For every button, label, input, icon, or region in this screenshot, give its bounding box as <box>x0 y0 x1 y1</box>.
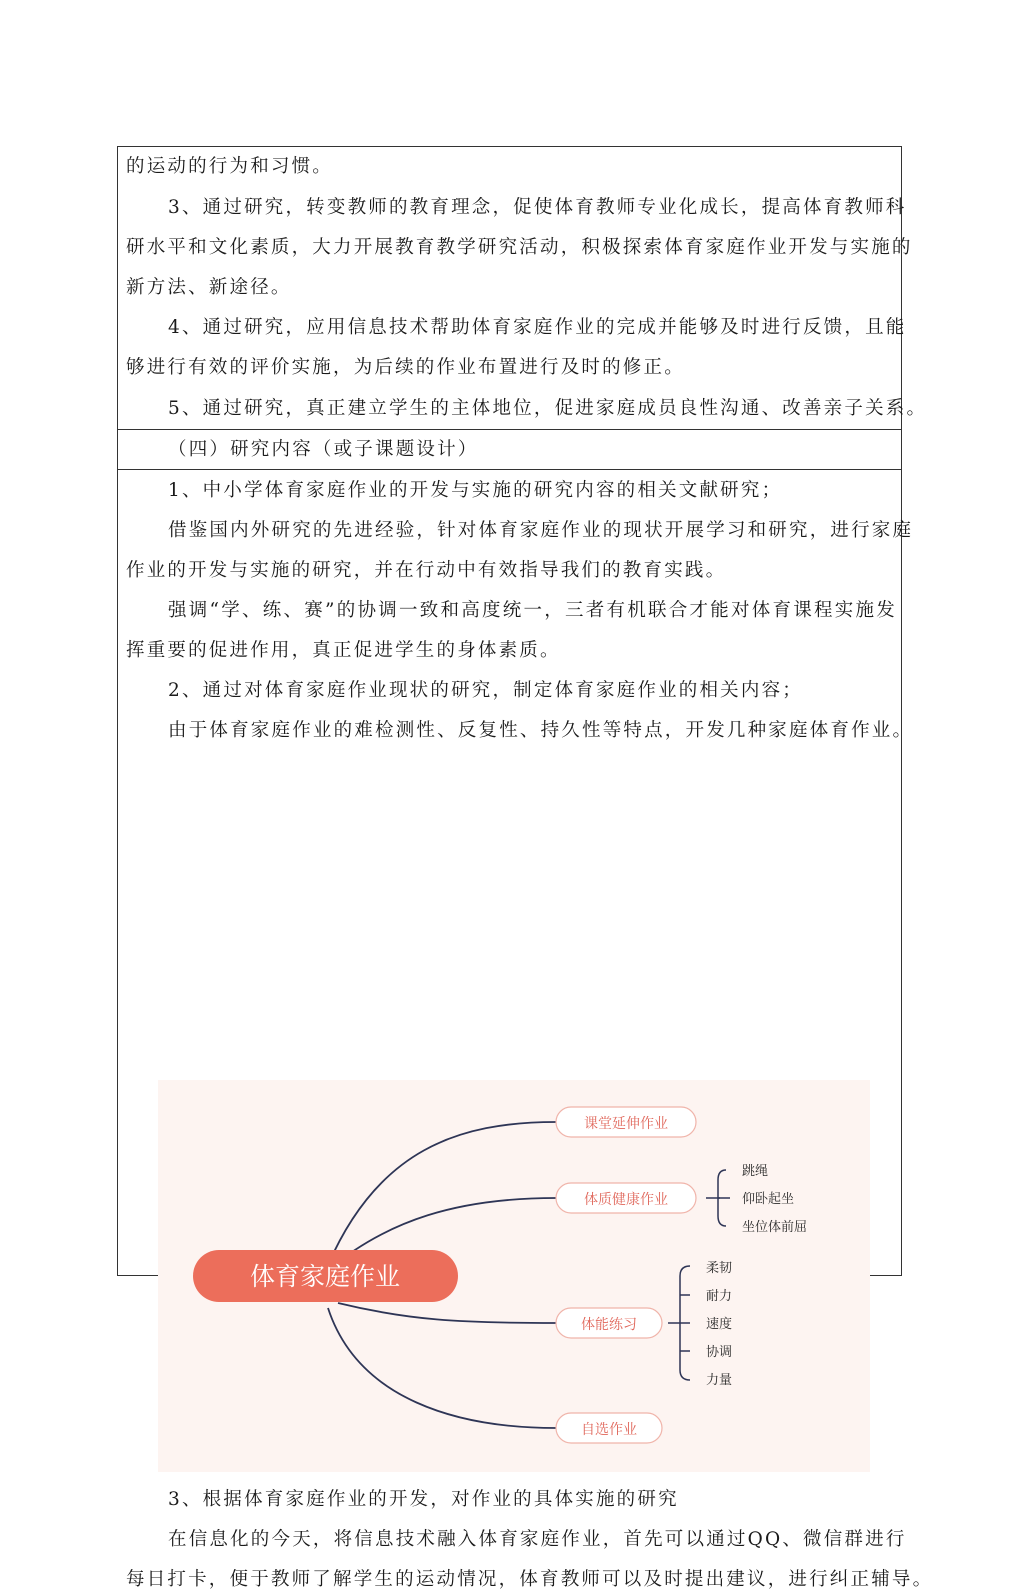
branch-label: 体质健康作业 <box>584 1192 668 1208</box>
content-line: 1、中小学体育家庭作业的开发与实施的研究内容的相关文献研究； <box>168 480 783 501</box>
leaf-label: 力量 <box>706 1373 733 1388</box>
branch-label: 体能练习 <box>581 1317 637 1333</box>
content-line: 借鉴国内外研究的先进经验，针对体育家庭作业的现状开展学习和研究，进行家庭 <box>168 520 914 541</box>
mindmap-branch-4 <box>556 1413 662 1443</box>
objective-3-line: 研水平和文化素质，大力开展教育教学研究活动，积极探索体育家庭作业开发与实施的 <box>126 237 913 258</box>
leaf-label: 协调 <box>706 1345 733 1360</box>
mindmap-center-label: 体育家庭作业 <box>249 1262 401 1291</box>
section-heading-cell <box>118 430 901 470</box>
leaf-label: 柔韧 <box>706 1261 733 1276</box>
objectives-cell <box>118 147 928 430</box>
objective-4-line: 够进行有效的评价实施，为后续的作业布置进行及时的修正。 <box>126 357 685 378</box>
research-content-cell <box>118 470 934 1590</box>
branch-3-leaves <box>706 1260 732 1388</box>
objective-line: 的运动的行为和习惯。 <box>126 156 334 177</box>
mindmap-branch-3 <box>556 1308 662 1338</box>
leaf-label: 仰卧起坐 <box>742 1192 795 1207</box>
content-line: 强调“学、练、赛”的协调一致和高度统一，三者有机联合才能对体育课程实施发 <box>168 600 897 621</box>
content-line: 作业的开发与实施的研究，并在行动中有效指导我们的教育实践。 <box>126 560 727 581</box>
leaf-label: 耐力 <box>706 1289 733 1304</box>
branch-label: 自选作业 <box>581 1422 637 1438</box>
section-heading: （四）研究内容（或子课题设计） <box>168 439 479 460</box>
content-line: 3、根据体育家庭作业的开发，对作业的具体实施的研究 <box>168 1489 679 1510</box>
objective-5-line: 5、通过研究，真正建立学生的主体地位，促进家庭成员良性沟通、改善亲子关系。 <box>168 398 928 419</box>
branch-2-leaves <box>742 1164 807 1235</box>
leaf-label: 速度 <box>706 1317 733 1332</box>
document-table <box>117 146 934 1590</box>
mindmap-branch-2 <box>556 1183 696 1213</box>
content-line: 由于体育家庭作业的难检测性、反复性、持久性等特点，开发几种家庭体育作业。 <box>168 720 914 741</box>
objective-4-line: 4、通过研究，应用信息技术帮助体育家庭作业的完成并能够及时进行反馈，且能 <box>168 317 907 338</box>
leaf-label: 跳绳 <box>742 1164 769 1179</box>
content-line: 每日打卡，便于教师了解学生的运动情况，体育教师可以及时提出建议，进行纠正辅导。 <box>126 1569 934 1590</box>
objective-3-line: 新方法、新途径。 <box>126 277 292 298</box>
mindmap-figure <box>158 1080 870 1472</box>
mindmap-branch-1 <box>556 1107 696 1137</box>
objective-3-line: 3、通过研究，转变教师的教育理念，促使体育教师专业化成长，提高体育教师科 <box>168 197 907 218</box>
content-line: 挥重要的促进作用，真正促进学生的身体素质。 <box>126 640 561 661</box>
content-line: 2、通过对体育家庭作业现状的研究，制定体育家庭作业的相关内容； <box>168 680 803 701</box>
branch-label: 课堂延伸作业 <box>584 1116 668 1132</box>
leaf-label: 坐位体前屈 <box>742 1220 808 1235</box>
content-line: 在信息化的今天，将信息技术融入体育家庭作业，首先可以通过QQ、微信群进行 <box>168 1529 907 1550</box>
